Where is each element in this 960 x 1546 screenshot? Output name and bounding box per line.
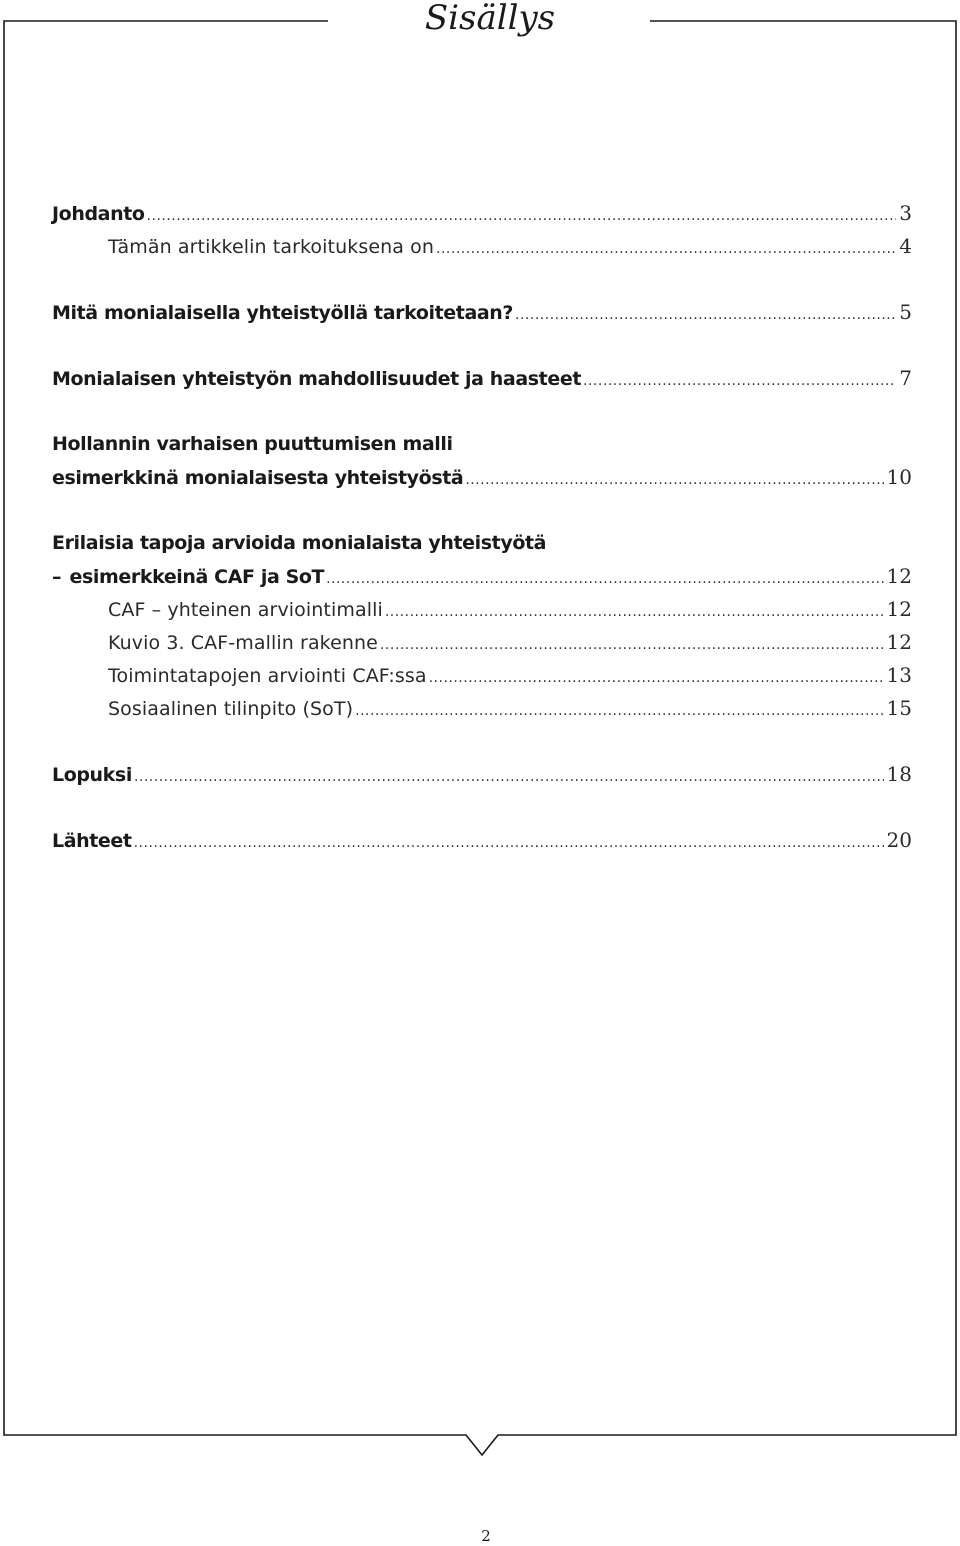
toc-leader-dots	[436, 234, 896, 264]
toc-entry-label: esimerkkeinä CAF ja SoT	[69, 566, 325, 588]
toc-entry-label: Monialaisen yhteistyön mahdollisuudet ja haasteet	[52, 368, 582, 390]
toc-page-number: 10	[886, 465, 912, 489]
toc-leader-dots	[465, 465, 883, 495]
toc-leader-dots	[134, 828, 884, 858]
toc-entry-hollannin[interactable]	[52, 462, 912, 492]
toc-leader-dots	[355, 696, 883, 726]
toc-entry-taman-artikkelin[interactable]	[108, 231, 912, 261]
toc-page-number: 5	[899, 300, 912, 324]
toc-page-number: 12	[886, 630, 912, 654]
toc-page-number: 20	[886, 828, 912, 852]
toc-entry-kuvio[interactable]	[108, 627, 912, 657]
toc-leader-dots	[380, 630, 884, 660]
toc-entry-label: Kuvio 3. CAF-mallin rakenne	[108, 632, 378, 654]
toc-entry-label: Tämän artikkelin tarkoituksena on	[108, 236, 435, 258]
toc-entry-label: Lähteet	[52, 830, 132, 852]
toc-entry-lahteet[interactable]	[52, 825, 912, 855]
toc-entry-label: Sosiaalinen tilinpito (SoT)	[108, 698, 354, 720]
toc-leader-dots	[429, 663, 884, 693]
toc-entry-caf[interactable]	[108, 594, 912, 624]
toc-leader-dots	[515, 300, 896, 330]
toc-page-number: 7	[899, 366, 912, 390]
toc-entry-erilaisia-line1[interactable]: Erilaisia tapoja arvioida monialaista yhteistyötä	[52, 532, 547, 554]
toc-entry-monialaisen[interactable]	[52, 363, 912, 393]
toc-leader-dots	[385, 597, 884, 627]
toc-entry-toimintatapojen[interactable]	[108, 660, 912, 690]
toc-dash: –	[52, 566, 62, 588]
toc-entry-label: Johdanto	[52, 203, 145, 225]
toc-entry-erilaisia[interactable]	[52, 561, 912, 591]
toc-entry-sosiaalinen[interactable]	[108, 693, 912, 723]
toc-page-number: 4	[899, 234, 912, 258]
toc-entry-label: Toimintatapojen arviointi CAF:ssa	[108, 665, 427, 687]
toc-entry-label: CAF – yhteinen arviointimalli	[108, 599, 383, 621]
toc-entry-label: Lopuksi	[52, 764, 132, 786]
toc-page-number: 12	[886, 564, 912, 588]
footer-page-number: 2	[481, 1527, 491, 1545]
toc-entry-label: Mitä monialaisella yhteistyöllä tarkoitetaan?	[52, 302, 514, 324]
toc-page-number: 15	[886, 696, 912, 720]
toc-entry-mita[interactable]	[52, 297, 912, 327]
toc-leader-dots	[326, 564, 883, 594]
toc-page-number: 12	[886, 597, 912, 621]
toc-entry-lopuksi[interactable]	[52, 759, 912, 789]
toc-page-number: 18	[886, 762, 912, 786]
toc-entry-label: esimerkkinä monialaisesta yhteistyöstä	[52, 467, 464, 489]
page-title: Sisällys	[424, 0, 556, 38]
toc-page-number: 13	[886, 663, 912, 687]
toc-leader-dots	[147, 201, 897, 231]
toc-page-number: 3	[899, 201, 912, 225]
toc-entry-johdanto[interactable]	[52, 198, 912, 228]
toc-leader-dots	[583, 366, 896, 396]
toc-leader-dots	[134, 762, 884, 792]
toc-entry-hollannin-line1[interactable]: Hollannin varhaisen puuttumisen malli	[52, 433, 453, 455]
